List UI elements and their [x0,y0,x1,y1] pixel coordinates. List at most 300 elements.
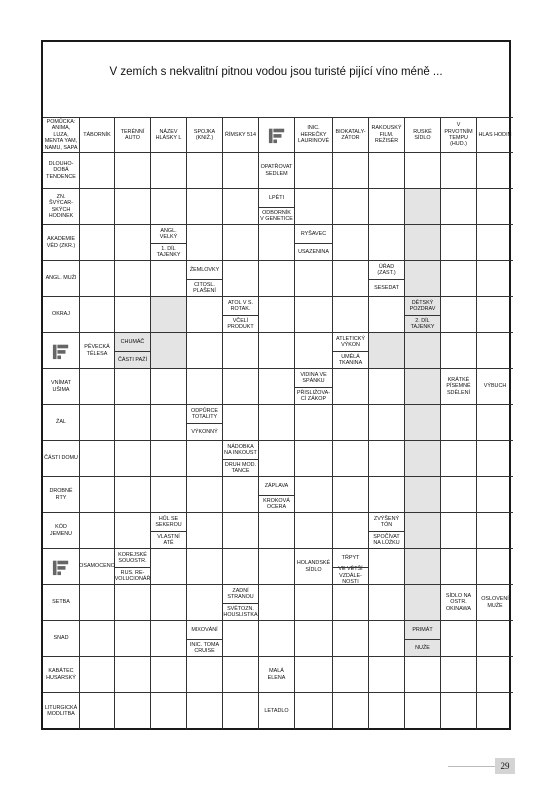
grid-cell[interactable] [259,369,295,405]
grid-cell[interactable] [369,693,405,729]
clue-cell [80,333,115,369]
clue-divider [369,279,404,280]
clue-cell [259,477,295,513]
row-label-cell [43,261,80,297]
clue-text: ZÁPLAVA [264,482,289,489]
grid-cell[interactable] [80,585,115,621]
grid-cell[interactable] [187,657,223,693]
clue-text: HOLANDSKÉ SÍDLO [296,560,331,573]
clue-cell [477,369,513,405]
grid-cell[interactable] [441,333,477,369]
grid-cell[interactable] [333,585,369,621]
clue-text: VIDINA VE SPÁNKU [300,371,327,384]
grid-cell[interactable] [441,405,477,441]
clue-text: VÝKONNÝ [191,428,218,435]
clue-text: ANGL. VELKÝ [159,227,178,240]
clue-text: SVĚTOZN. HOUSLISTKA [223,605,258,618]
grid-cell[interactable] [223,261,259,297]
grid-cell[interactable] [259,405,295,441]
header-text: NÁZEV HLÁSKY L [155,128,182,141]
grid-cell[interactable] [187,369,223,405]
clue-text: VÝBUCH [483,383,507,390]
clue-text: UMĚLÁ TKANINA [338,353,363,366]
clue-text: OSLOVENÍ MUŽE [481,596,509,609]
row-label-cell [43,549,80,585]
grid-cell[interactable] [441,657,477,693]
clue-divider [295,243,332,244]
grid-cell[interactable] [441,477,477,513]
clue-text: TŘPYT [341,554,360,561]
grid-cell[interactable] [115,369,151,405]
grid-cell[interactable] [80,621,115,657]
clue-divider [115,567,150,568]
grid-cell[interactable] [369,657,405,693]
grid-cell[interactable] [405,405,441,441]
clue-cell [259,153,295,189]
clue-text: MALÁ ELENA [267,668,286,681]
grid-cell[interactable] [151,369,187,405]
clue-cell [369,261,405,297]
grid-cell[interactable] [441,513,477,549]
grid-cell[interactable] [405,333,441,369]
grid-cell[interactable] [115,477,151,513]
clue-cell [405,297,441,333]
grid-cell[interactable] [477,621,513,657]
row-label-cell [43,153,80,189]
grid-cell[interactable] [477,405,513,441]
grid-cell[interactable] [405,153,441,189]
grid-cell[interactable] [259,261,295,297]
grid-cell[interactable] [477,297,513,333]
row-label-cell [43,297,80,333]
grid-cell[interactable] [295,189,333,225]
clue-text: 2. DÍL TAJENKY [410,317,435,330]
clue-cell [295,549,333,585]
footer-rule [448,766,495,767]
clue-text: INIC. TOMA CRUISE [189,641,220,654]
header-cell [295,117,333,153]
clue-text: KROKOVÁ OCERA [263,497,290,510]
row-label-cell [43,369,80,405]
grid-cell[interactable] [151,333,187,369]
grid-cell[interactable] [80,513,115,549]
puzzle-title: V zemích s nekvalitní pitnou vodou jsou turisté pijící víno méně ... [109,66,443,78]
clue-text: ODBORNÍK V GENETICE [260,209,293,222]
row-label: VNÍMAT UŠIMA [51,380,71,393]
row-label: SNAD [53,635,69,642]
grid-cell[interactable] [441,621,477,657]
grid-cell[interactable] [295,657,333,693]
clue-cell [187,405,223,441]
clue-text: ATOL V S. ROTAK. [227,299,254,312]
clue-cell [441,585,477,621]
grid-cell[interactable] [441,153,477,189]
clue-cell [477,585,513,621]
grid-cell[interactable] [115,153,151,189]
grid-cell[interactable] [405,585,441,621]
header-text: RUSKÉ SÍDLO [413,128,432,141]
clue-cell [151,225,187,261]
grid-cell[interactable] [333,405,369,441]
grid-cell[interactable] [405,477,441,513]
clue-cell [151,513,187,549]
clue-divider [223,459,258,460]
grid-cell[interactable] [477,549,513,585]
grid-cell[interactable] [369,441,405,477]
clue-text: MIXOVÁNÍ [191,626,218,633]
grid-cell[interactable] [151,549,187,585]
clue-cell [187,261,223,297]
clue-text: RYŠAVEC [300,230,327,237]
header-cell [369,117,405,153]
grid-cell[interactable] [259,297,295,333]
clue-text: ÚŘAD (ZAST.) [377,263,396,276]
row-label: ANGL. MUŽI [45,275,77,282]
grid-cell[interactable] [477,333,513,369]
grid-cell[interactable] [259,225,295,261]
grid-cell[interactable] [333,225,369,261]
grid-cell[interactable] [151,153,187,189]
clue-cell [115,333,151,369]
row-label-cell [43,657,80,693]
grid-cell[interactable] [333,621,369,657]
grid-cell[interactable] [151,621,187,657]
clue-text: VE VĚTŠÍ VZDÁLE-NOSTI [338,566,363,586]
grid-cell[interactable] [477,657,513,693]
clue-divider [259,495,294,496]
row-label-cell [43,693,80,729]
row-label-cell [43,585,80,621]
grid-cell[interactable] [333,189,369,225]
grid-cell[interactable] [80,261,115,297]
grid-cell[interactable] [295,405,333,441]
page-number: 29 [495,758,515,774]
row-label: AKADEMIE VĚD (ZKR.) [46,236,76,249]
clue-text: USAZENINA [298,248,329,255]
grid-cell[interactable] [115,693,151,729]
grid-cell[interactable] [115,189,151,225]
grid-cell[interactable] [295,585,333,621]
grid-cell[interactable] [223,477,259,513]
grid-cell[interactable] [223,657,259,693]
grid-cell[interactable] [151,189,187,225]
clue-cell [223,441,259,477]
grid-cell[interactable] [441,441,477,477]
clue-text: LETADLO [264,707,289,714]
grid-cell[interactable] [187,549,223,585]
clue-text: VLASTNÍ ATĚ [157,533,180,546]
grid-cell[interactable] [187,333,223,369]
grid-cell[interactable] [333,693,369,729]
grid-cell[interactable] [187,153,223,189]
clue-cell [115,549,151,585]
clue-text: HŮL SE SEKEROU [155,515,182,528]
clue-cell [405,621,441,657]
grid-cell[interactable] [187,477,223,513]
header-logo-cell [259,117,295,153]
clue-text: CITOSL. PLAŠENÍ [193,281,216,294]
grid-cell[interactable] [405,513,441,549]
row-label-cell [43,513,80,549]
grid-cell[interactable] [405,369,441,405]
header-text: SPOJKA (KNIŽ.) [193,128,216,141]
clue-text: NUŽE [415,644,430,651]
row-label-cell [43,621,80,657]
grid-cell[interactable] [441,261,477,297]
clue-cell [295,225,333,261]
grid-cell[interactable] [80,153,115,189]
clue-text: RUS. RE-VOLUCIONÁŘ [114,569,151,582]
grid-cell[interactable] [223,369,259,405]
clue-divider [259,207,294,208]
clue-divider [223,603,258,604]
grid-cell[interactable] [259,513,295,549]
grid-cell[interactable] [477,477,513,513]
grid-cell[interactable] [295,261,333,297]
grid-cell[interactable] [80,297,115,333]
clue-text: SESEDAT [374,284,399,291]
header-cell [43,117,80,153]
grid-cell[interactable] [369,225,405,261]
clue-text: ŽEMLOVKY [189,266,220,273]
grid-cell[interactable] [223,333,259,369]
grid-cell[interactable] [151,297,187,333]
crossword-logo-icon [43,333,79,368]
row-label: DLOUHO-DOBÁ TENDENCE [46,160,76,180]
header-text: INIC. HEREČKY LAURINOVÉ [297,125,330,145]
clue-text: LPĚTI [269,194,284,201]
header-cell [187,117,223,153]
grid-cell[interactable] [115,585,151,621]
grid-cell[interactable] [151,405,187,441]
grid-cell[interactable] [259,585,295,621]
grid-cell[interactable] [333,657,369,693]
grid-cell[interactable] [441,189,477,225]
grid-cell[interactable] [405,261,441,297]
grid-cell[interactable] [295,333,333,369]
grid-cell[interactable] [151,477,187,513]
row-label-cell [43,189,80,225]
header-text: POMŮCKA: ANIMA, LUZA, MENTA YAM, NAMU, SAPA [44,118,78,151]
grid-cell[interactable] [369,549,405,585]
grid-cell[interactable] [223,189,259,225]
grid-cell[interactable] [369,297,405,333]
header-cell [477,117,513,153]
grid-cell[interactable] [369,585,405,621]
grid-cell[interactable] [187,441,223,477]
grid-cell[interactable] [187,189,223,225]
grid-cell[interactable] [333,513,369,549]
row-label-cell [43,441,80,477]
clue-text: PRIMÁT [412,626,433,633]
grid-cell[interactable] [187,297,223,333]
grid-cell[interactable] [405,225,441,261]
grid-cell[interactable] [115,513,151,549]
clue-cell [223,585,259,621]
clue-divider [295,387,332,388]
grid-cell[interactable] [477,225,513,261]
grid-cell[interactable] [259,549,295,585]
clue-text: ČÁSTI PAŽÍ [118,356,147,363]
grid-cell[interactable] [115,405,151,441]
grid-cell[interactable] [295,477,333,513]
row-label: OKRAJ [52,311,70,318]
grid-cell[interactable] [115,621,151,657]
grid-cell[interactable] [369,477,405,513]
clue-cell [259,657,295,693]
grid-cell[interactable] [115,297,151,333]
clue-divider [333,351,368,352]
grid-cell[interactable] [441,225,477,261]
clue-text: KOREJSKÉ SOUOSTR. [118,551,147,564]
grid-cell[interactable] [369,369,405,405]
clue-text: ZVÝŠENÝ TÓN [373,515,400,528]
grid-cell[interactable] [405,189,441,225]
clue-text: CHUMÁČ [120,338,145,345]
crossword-grid [43,42,513,732]
header-text: HLAS HODIN [478,131,512,138]
row-label: ŽAL [56,419,66,426]
grid-cell[interactable] [405,657,441,693]
grid-cell[interactable] [369,333,405,369]
header-text: TÁBORNÍK [83,131,111,138]
clue-cell [369,513,405,549]
grid-cell[interactable] [115,657,151,693]
grid-cell[interactable] [80,225,115,261]
row-label: KÓD JEMENU [49,524,73,537]
clue-cell [333,549,369,585]
grid-cell[interactable] [223,693,259,729]
grid-cell[interactable] [151,693,187,729]
clue-divider [187,279,222,280]
grid-cell[interactable] [477,189,513,225]
grid-cell[interactable] [80,693,115,729]
grid-cell[interactable] [151,585,187,621]
clue-text: KRÁTKÉ PÍSEMNÉ SDĚLENÍ [446,376,471,396]
grid-cell[interactable] [333,441,369,477]
grid-cell[interactable] [151,657,187,693]
grid-cell[interactable] [80,477,115,513]
clue-divider [151,243,186,244]
grid-cell[interactable] [223,153,259,189]
clue-text: 1. DÍL TAJENKY [156,245,181,258]
grid-cell[interactable] [295,297,333,333]
grid-cell[interactable] [405,693,441,729]
row-label-cell [43,405,80,441]
grid-cell[interactable] [441,549,477,585]
grid-cell[interactable] [259,621,295,657]
grid-cell[interactable] [477,693,513,729]
clue-cell [333,333,369,369]
crossword-frame [41,40,511,730]
grid-cell[interactable] [80,657,115,693]
row-label: KABÁTEC HUSARSKÝ [46,668,76,681]
header-text: ŘÍMSKY 514 [224,131,257,138]
clue-text: PŘISLIŽOVA-CÍ ZÁKOP [296,389,331,402]
grid-cell[interactable] [441,297,477,333]
grid-cell[interactable] [333,261,369,297]
clue-cell [441,369,477,405]
clue-cell [223,297,259,333]
header-cell [333,117,369,153]
grid-cell[interactable] [187,585,223,621]
row-label: LITURGICKÁ MODLITBA [44,704,78,717]
grid-cell[interactable] [223,225,259,261]
grid-cell[interactable] [405,549,441,585]
grid-cell[interactable] [295,513,333,549]
grid-cell[interactable] [223,405,259,441]
grid-cell[interactable] [187,225,223,261]
grid-cell[interactable] [333,477,369,513]
grid-cell[interactable] [187,513,223,549]
clue-text: ZADNÍ STRANOU [227,587,254,600]
grid-cell[interactable] [405,441,441,477]
grid-cell[interactable] [151,261,187,297]
header-cell [151,117,187,153]
clue-cell [80,549,115,585]
grid-cell[interactable] [151,441,187,477]
clue-divider [115,351,150,352]
grid-cell[interactable] [115,261,151,297]
grid-cell[interactable] [295,693,333,729]
header-text: TERÉNNÍ AUTO [120,128,145,141]
grid-cell[interactable] [333,369,369,405]
clue-text: ODPŮRCE TOTALITY [191,407,218,420]
clue-cell [259,693,295,729]
grid-cell[interactable] [223,513,259,549]
clue-text: DĚTSKÝ POZDRAV [409,299,436,312]
grid-cell[interactable] [477,153,513,189]
grid-cell[interactable] [115,225,151,261]
grid-cell[interactable] [295,621,333,657]
grid-cell[interactable] [441,693,477,729]
grid-cell[interactable] [477,441,513,477]
grid-cell[interactable] [80,369,115,405]
grid-cell[interactable] [187,693,223,729]
crossword-logo-icon [43,549,79,584]
clue-cell [187,621,223,657]
grid-cell[interactable] [295,441,333,477]
clue-text: SÍDLO NA OSTR. OKINAWA [445,592,472,612]
grid-cell[interactable] [369,153,405,189]
grid-cell[interactable] [80,441,115,477]
header-cell [405,117,441,153]
header-text: V PRVOTNÍM TEMPU (HUD.) [444,122,473,148]
grid-cell[interactable] [223,549,259,585]
row-label-cell [43,477,80,513]
grid-cell[interactable] [477,261,513,297]
grid-cell[interactable] [333,153,369,189]
grid-cell[interactable] [80,189,115,225]
grid-cell[interactable] [369,405,405,441]
grid-cell[interactable] [259,441,295,477]
clue-divider [333,567,368,568]
grid-cell[interactable] [295,153,333,189]
grid-cell[interactable] [369,621,405,657]
grid-cell[interactable] [259,333,295,369]
clue-text: NÁDOBKA NA INKOUST [224,443,257,456]
grid-cell[interactable] [80,405,115,441]
grid-cell[interactable] [115,441,151,477]
clue-divider [369,531,404,532]
grid-cell[interactable] [333,297,369,333]
row-label-cell [43,225,80,261]
grid-cell[interactable] [369,189,405,225]
clue-text: SPOČÍVAT NA LŮŽKU [373,533,400,546]
grid-cell[interactable] [477,513,513,549]
header-text: RAKOUSKÝ FILM. REŽISÉR [371,125,402,145]
grid-cell[interactable] [223,621,259,657]
